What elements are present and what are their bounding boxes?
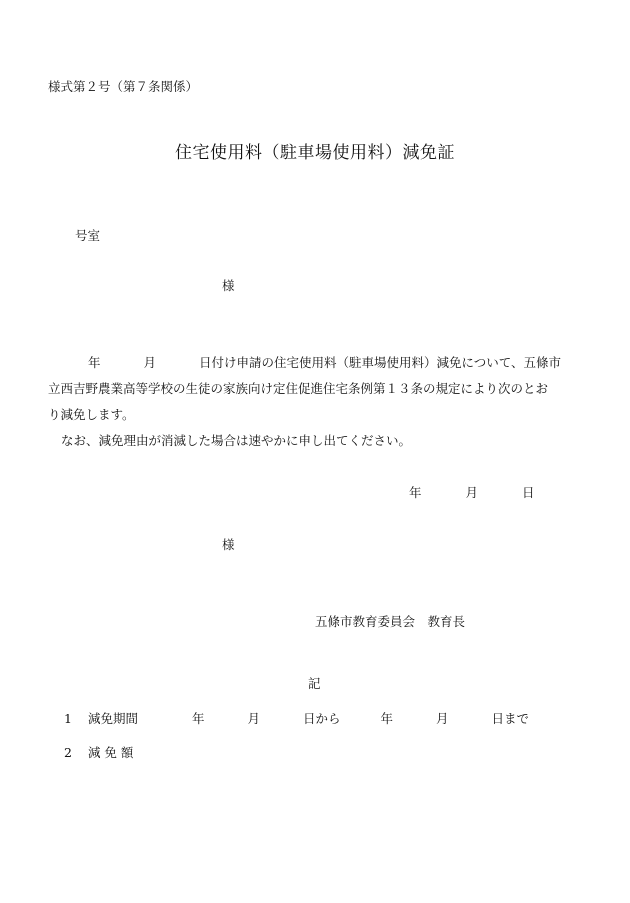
period-from-year: 年 [191, 711, 205, 726]
body-line-2: 立西吉野農業高等学校の生徒の家族向け定住促進住宅条例第１３条の規定により次のとお [48, 381, 549, 396]
issue-date-year: 年 [409, 485, 422, 500]
issuer-name: 五條市教育委員会 教育長 [315, 614, 466, 629]
issue-date-day: 日 [522, 485, 535, 500]
document-title: 住宅使用料（駐車場使用料）減免証 [175, 143, 455, 163]
body-paragraph [48, 350, 596, 454]
body-line-4 [48, 428, 596, 454]
form-number: 様式第２号（第７条関係） [48, 79, 199, 94]
application-year: 年 [88, 355, 101, 370]
application-month: 月 [143, 355, 157, 370]
room-number-label: 号室 [75, 228, 101, 243]
exemption-period-row [64, 713, 529, 726]
period-to-year: 年 [380, 711, 394, 726]
item-1-label: 減免期間 [87, 711, 138, 726]
recipient-honorific: 様 [222, 537, 235, 552]
body-line-4-text: なお、減免理由が消滅した場合は速やかに申し出てください。 [61, 433, 412, 448]
item-2-label: 減 免 額 [87, 745, 134, 760]
body-line-1 [48, 350, 596, 376]
issue-date-month: 月 [465, 485, 479, 500]
period-to-month: 月 [436, 711, 449, 726]
exemption-amount-row [64, 747, 133, 760]
addressee-honorific: 様 [222, 278, 235, 293]
item-1-number: 1 [64, 711, 72, 726]
period-from-day: 日から [303, 711, 341, 726]
period-to-day: 日まで [491, 711, 530, 726]
notes-heading: 記 [308, 676, 321, 691]
body-line-3: り減免します。 [48, 407, 135, 422]
issue-date [409, 487, 535, 500]
period-from-month: 月 [247, 711, 260, 726]
body-line-1-text: 日付け申請の住宅使用料（駐車場使用料）減免について、五條市 [199, 355, 562, 370]
item-2-number: 2 [64, 745, 72, 760]
